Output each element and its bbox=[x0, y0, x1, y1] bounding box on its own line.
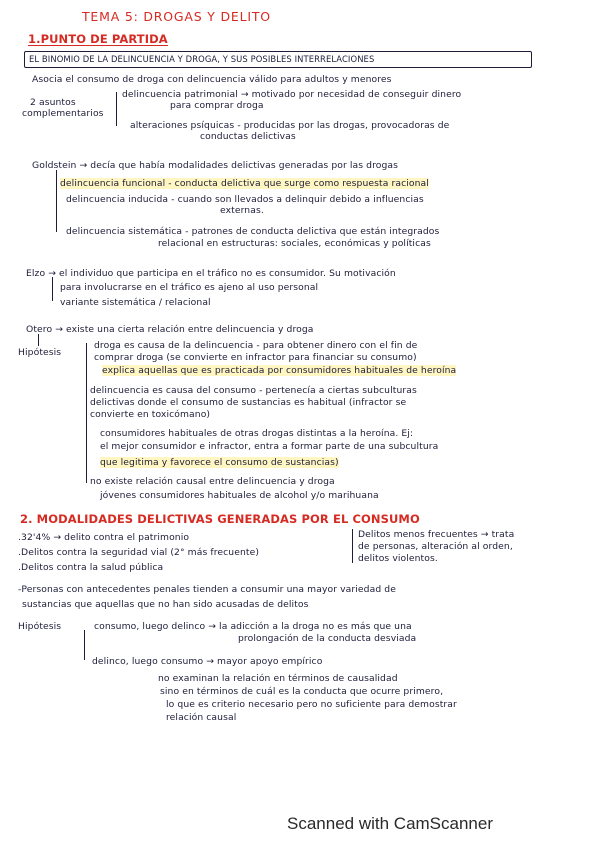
line-h1-3-text: explica aquellas que es practicada por consumidores habituales de heroína bbox=[102, 365, 457, 376]
line-funcional bbox=[60, 178, 429, 189]
line-sistematica-1: delincuencia sistemática - patrones de conducta delictiva que están integrados bbox=[66, 226, 440, 237]
line-modalidad-4-1: Delitos menos frecuentes → trata bbox=[358, 529, 515, 540]
bracket-hipotesis-2 bbox=[84, 630, 85, 660]
line-inducida-2: externas. bbox=[220, 205, 264, 216]
line-patrimonial-2: para comprar droga bbox=[170, 100, 264, 111]
line-hipotesis-2: Hipótesis bbox=[18, 621, 62, 632]
line-modalidad-4-2: de personas, alteración al orden, bbox=[358, 541, 513, 552]
section-1-heading: 1.PUNTO DE PARTIDA bbox=[28, 32, 168, 46]
line-h5: delinco, luego consumo → mayor apoyo empírico bbox=[92, 656, 323, 667]
line-h4-1: consumo, luego delinco → la adicción a la droga no es más que una bbox=[94, 621, 412, 632]
line-h2-3: convierte en toxicómano) bbox=[90, 409, 211, 420]
line-h2-2: delictivas donde el consumo de sustancias es habitual (infractor se bbox=[90, 397, 407, 408]
line-h5-4: relación causal bbox=[166, 712, 237, 723]
line-goldstein: Goldstein → decía que había modalidades delictivas generadas por las drogas bbox=[32, 160, 399, 171]
line-patrimonial-1: delincuencia patrimonial → motivado por necesidad de conseguir dinero bbox=[122, 89, 462, 100]
divider-vertical bbox=[352, 529, 353, 563]
line-modalidad-2: .Delitos contra la seguridad vial (2° más frecuente) bbox=[18, 547, 260, 558]
arrow-otero-down bbox=[38, 334, 39, 346]
line-h2-5: el mejor consumidor e infractor, entra a formar parte de una subcultura bbox=[100, 441, 439, 452]
scanner-watermark: Scanned with CamScanner bbox=[287, 814, 494, 833]
line-hipotesis: Hipótesis bbox=[18, 347, 62, 358]
bracket-hipotesis bbox=[86, 343, 87, 483]
line-personas-1: -Personas con antecedentes penales tienden a consumir una mayor variedad de bbox=[18, 584, 396, 595]
line-elzo-3: variante sistemática / relacional bbox=[60, 297, 211, 308]
line-otero: Otero → existe una cierta relación entre delincuencia y droga bbox=[26, 324, 314, 335]
line-h5-1: no examinan la relación en términos de causalidad bbox=[158, 673, 398, 684]
bracket-goldstein bbox=[56, 170, 57, 232]
line-h1-1: droga es causa de la delincuencia - para obtener dinero con el fin de bbox=[94, 340, 418, 351]
line-h2-6-text: que legitima y favorece el consumo de sustancias) bbox=[100, 457, 339, 468]
line-elzo-2: para involucrarse en el tráfico es ajeno al uso personal bbox=[60, 282, 319, 293]
line-asuntos-2: complementarios bbox=[22, 108, 104, 119]
line-h1-3 bbox=[102, 365, 456, 376]
bracket-elzo bbox=[52, 277, 53, 301]
bracket-asuntos bbox=[116, 92, 117, 126]
line-inducida-1: delincuencia inducida - cuando son llevados a delinquir debido a influencias bbox=[66, 194, 424, 205]
line-psiquicas-2: conductas delictivas bbox=[200, 131, 296, 142]
line-personas-2: sustancias que aquellas que no han sido acusadas de delitos bbox=[22, 599, 309, 610]
line-h2-6 bbox=[100, 457, 339, 468]
line-h4-2: prolongación de la conducta desviada bbox=[238, 633, 417, 644]
line-elzo-1: Elzo → el individuo que participa en el tráfico no es consumidor. Su motivación bbox=[26, 268, 396, 279]
line-h5-3: lo que es criterio necesario pero no suficiente para demostrar bbox=[166, 699, 457, 710]
line-modalidad-3: .Delitos contra la salud pública bbox=[18, 562, 164, 573]
line-modalidad-4-3: delitos violentos. bbox=[358, 553, 438, 564]
line-sistematica-2: relacional en estructuras: sociales, económicas y políticas bbox=[158, 238, 431, 249]
line-h2-4: consumidores habituales de otras drogas distintas a la heroína. Ej: bbox=[100, 428, 414, 439]
line-modalidad-1: .32'4% → delito contra el patrimonio bbox=[18, 532, 190, 543]
line-asuntos-1: 2 asuntos bbox=[30, 97, 76, 108]
page-title: TEMA 5: DROGAS Y DELITO bbox=[82, 9, 271, 24]
line-h5-2: sino en términos de cuál es la conducta que ocurre primero, bbox=[160, 686, 444, 697]
line-h2-1: delincuencia es causa del consumo - pertenecía a ciertas subculturas bbox=[90, 385, 417, 396]
line-funcional-text: delincuencia funcional - conducta delictiva que surge como respuesta racional bbox=[60, 178, 429, 189]
line-h3-2: jóvenes consumidores habituales de alcohol y/o marihuana bbox=[100, 490, 379, 501]
line-h1-2: comprar droga (se convierte en infractor para financiar su consumo) bbox=[94, 352, 417, 363]
section-2-heading: 2. MODALIDADES DELICTIVAS GENERADAS POR EL CONSUMO bbox=[20, 512, 420, 526]
line-h3-1: no existe relación causal entre delincuencia y droga bbox=[90, 476, 335, 487]
line-asocia: Asocia el consumo de droga con delincuencia válido para adultos y menores bbox=[32, 74, 392, 85]
section-1-box-text: EL BINOMIO DE LA DELINCUENCIA Y DROGA, Y SUS POSIBLES INTERRELACIONES bbox=[29, 54, 375, 64]
line-psiquicas-1: alteraciones psíquicas - producidas por las drogas, provocadoras de bbox=[130, 120, 450, 131]
